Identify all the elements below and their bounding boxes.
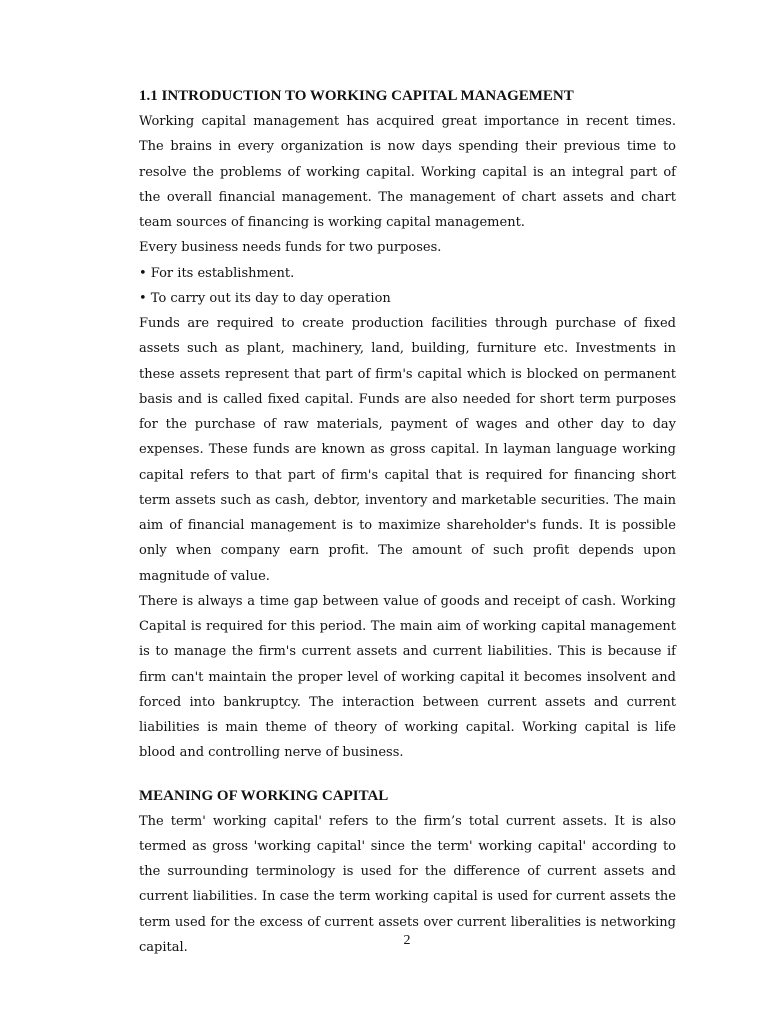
- intro-paragraph: Working capital management has acquired great importance in recent times. The brains in every organization is now days spending their previous time to resolve the problems of working capital. Working capital is an integral part of the overall financial management. The management of chart assets and chart team sources of financing is working capital management.: [139, 114, 676, 230]
- section-spacer: [139, 766, 676, 784]
- meaning-paragraph: The term' working capital' refers to the firm’s total current assets. It is also termed as gross 'working capital' since the term' working capital' according to the surrounding terminology is used for the difference of current assets and current liabilities. In case the term working capital is used for current assets the term used for the excess of current assets over current liberalities is networking capital.: [139, 813, 676, 955]
- page-number: 2: [403, 933, 411, 948]
- funds-purposes-paragraph: Every business needs funds for two purposes.: [139, 240, 442, 256]
- section-heading-meaning: MEANING OF WORKING CAPITAL: [139, 787, 389, 804]
- fixed-capital-paragraph: Funds are required to create production facilities through purchase of fixed assets such as plant, machinery, land, building, furniture etc. Investments in these assets represent that part of firm's capital which is blocked on permanent basis and is called fixed capital. Funds are also needed for short term purposes for the purchase of raw materials, payment of wages and other day to day expenses. These funds are known as gross capital. In layman language working capital refers to that part of firm's capital that is required for financing short term assets such as cash, debtor, inventory and marketable securities. The main aim of financial management is to maximize shareholder's funds. It is possible only when company earn profit. The amount of such profit depends upon magnitude of value.: [139, 316, 676, 584]
- bullet-item-establishment: • For its establishment.: [139, 265, 295, 281]
- document-page: [139, 84, 676, 960]
- section-heading-introduction: 1.1 INTRODUCTION TO WORKING CAPITAL MANAGEMENT: [139, 88, 574, 104]
- time-gap-paragraph: There is always a time gap between value of goods and receipt of cash. Working Capital is required for this period. The main aim of working capital management is to manage the firm's current assets and current liabilities. This is because if firm can't maintain the proper level of working capital it becomes insolvent and forced into bankruptcy. The interaction between current assets and current liabilities is main theme of theory of working capital. Working capital is life blood and controlling nerve of business.: [139, 593, 676, 761]
- bullet-item-operation: • To carry out its day to day operation: [139, 290, 391, 306]
